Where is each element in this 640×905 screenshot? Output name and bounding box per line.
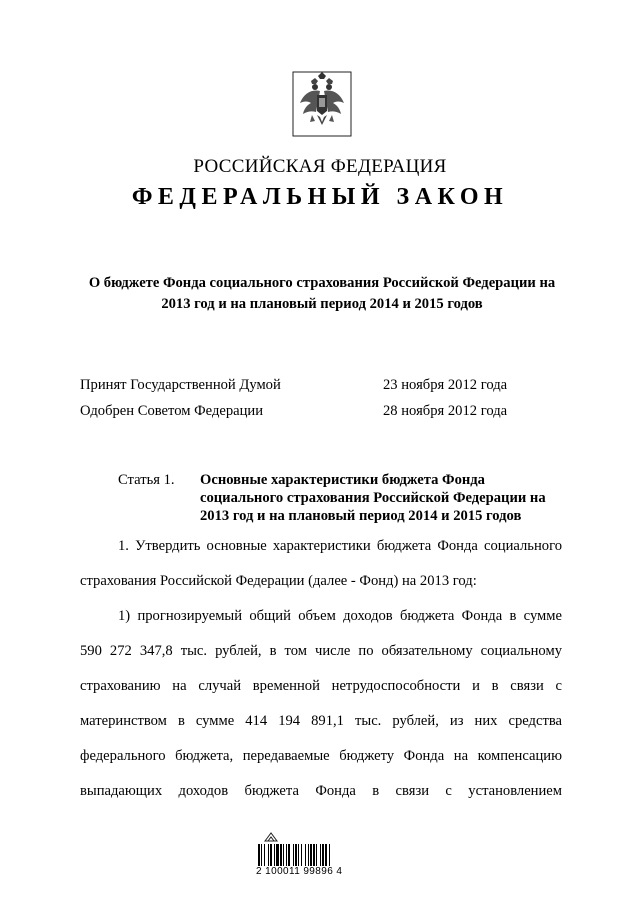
article-title-line: Основные характеристики бюджета Фонда	[200, 472, 485, 488]
article-title-line: социального страхования Российской Федерации на	[200, 490, 546, 506]
country-heading: РОССИЙСКАЯ ФЕДЕРАЦИЯ	[193, 156, 447, 177]
law-type-heading: ФЕДЕРАЛЬНЫЙ ЗАКОН	[131, 184, 509, 210]
duma-adoption-date: 23 ноября 2012 года	[383, 377, 508, 393]
body-text-line: материнством в сумме 414 194 891,1 тыс. рублей, из них средства	[80, 713, 562, 729]
law-title-line: О бюджете Фонда социального страхования Российской Федерации на	[88, 275, 556, 291]
article-title-line: 2013 год и на плановый период 2014 и 2015 годов	[200, 508, 522, 524]
body-text-line: выпадающих доходов бюджета Фонда в связи с установлением	[80, 783, 562, 799]
barcode-number: 2 100011 99896 4	[256, 866, 343, 877]
body-text-line: 1. Утвердить основные характеристики бюджета Фонда социального	[118, 538, 562, 554]
council-approval-date: 28 ноября 2012 года	[383, 403, 508, 419]
article-title	[200, 471, 580, 525]
article-number: Статья 1.	[118, 472, 175, 488]
barcode-icon	[258, 844, 358, 866]
council-approval-label: Одобрен Советом Федерации	[80, 403, 264, 419]
duma-adoption-label: Принят Государственной Думой	[80, 377, 281, 393]
body-text-line: 1) прогнозируемый общий объем доходов бюджета Фонда в сумме	[118, 608, 562, 624]
body-text-line: федерального бюджета, передаваемые бюджету Фонда на компенсацию	[80, 748, 562, 764]
law-title	[72, 273, 572, 315]
body-text-line: страхования Российской Федерации (далее - Фонд) на 2013 год:	[80, 573, 477, 589]
coat-of-arms-emblem-icon	[290, 67, 354, 139]
body-text-line: 590 272 347,8 тыс. рублей, в том числе по обязательному социальному	[80, 643, 562, 659]
law-title-line: 2013 год и на плановый период 2014 и 2015 годов	[161, 296, 483, 312]
body-text-line: страхованию на случай временной нетрудоспособности и в связи с	[80, 678, 562, 694]
print-mark-icon	[264, 830, 278, 842]
